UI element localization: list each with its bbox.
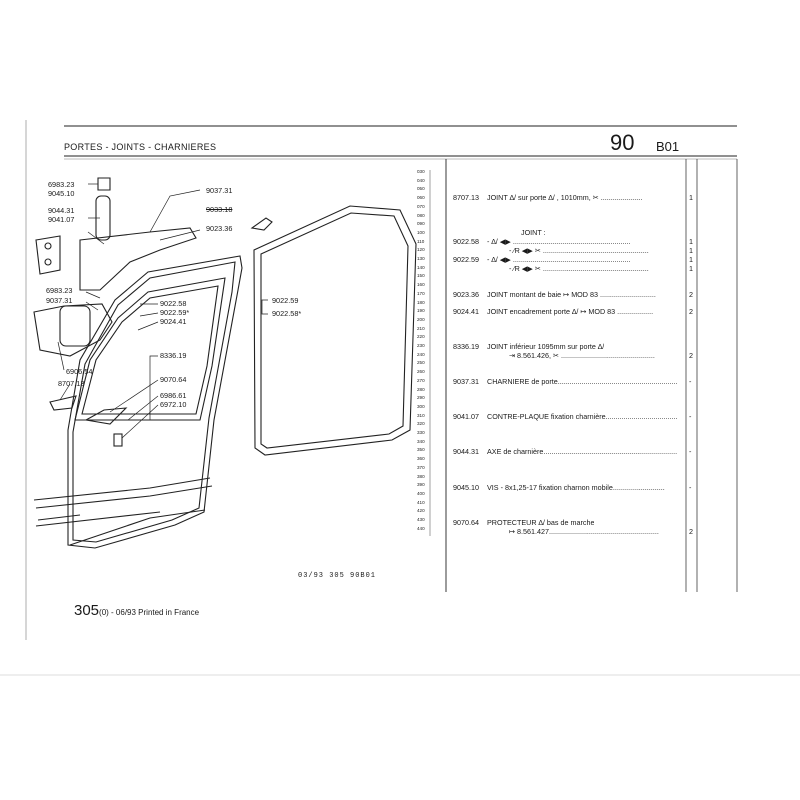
part-quantity: 1 — [689, 264, 693, 273]
callout-9070-64: 9070.64 — [160, 375, 187, 384]
ruler-mark: 040 — [417, 177, 425, 183]
part-description: - ⁄R ◀▶ ✂ ..................................................... — [509, 264, 649, 273]
part-quantity: 2 — [689, 307, 693, 316]
part-description: JOINT encadrement porte ∆/ ↦ MOD 83 .................. — [487, 307, 654, 316]
print-footer — [74, 602, 199, 619]
ruler-mark: 360 — [417, 456, 425, 462]
callout-r-9022-58s: 9022.58* — [272, 309, 302, 318]
callout-9022-59s: 9022.59* — [160, 308, 190, 317]
part-description: JOINT montant de baie ↦ MOD 83 ............................ — [487, 290, 656, 299]
part-quantity: 2 — [689, 290, 693, 299]
ruler-mark: 070 — [417, 203, 425, 209]
part-reference: 9022.59 — [453, 255, 479, 264]
part-description: - ⁄R ◀▶ ✂ ..................................................... — [509, 246, 649, 255]
callout-9044-31: 9044.31 — [48, 206, 75, 215]
ruler-mark: 050 — [417, 186, 425, 192]
part-description: JOINT : — [521, 228, 546, 237]
part-quantity: 1 — [689, 255, 693, 264]
ruler-mark: 220 — [417, 334, 425, 340]
ruler-mark: 200 — [417, 316, 425, 322]
ruler-mark: 180 — [417, 299, 425, 305]
ruler-mark: 190 — [417, 308, 425, 314]
ruler-mark: 330 — [417, 430, 425, 435]
page-number: 305 — [74, 602, 100, 619]
ruler-mark: 310 — [417, 412, 425, 418]
part-reference: 9024.41 — [453, 307, 479, 316]
ruler-mark: 270 — [417, 377, 425, 383]
ruler-mark: 250 — [417, 360, 425, 366]
part-description: ⇥ 8.561.426, ✂ ............................................... — [509, 351, 655, 360]
part-description: CHARNIERE de porte............................................................ — [487, 377, 678, 386]
ruler-mark: 380 — [417, 473, 425, 479]
callout-9037-31: 9037.31 — [206, 186, 233, 195]
callout-r-9022-59: 9022.59 — [272, 296, 299, 305]
ruler-mark: 170 — [417, 290, 425, 296]
ruler-mark: 300 — [417, 403, 425, 409]
callout-8336-19: 8336.19 — [160, 351, 187, 360]
ruler-mark: 240 — [417, 351, 425, 357]
ruler-mark: 110 — [417, 238, 425, 244]
ruler-mark: 290 — [417, 395, 425, 401]
callout-6986-61: 6986.61 — [160, 391, 187, 400]
ruler-mark: 440 — [417, 525, 425, 531]
part-description: JOINT inférieur 1095mm sur porte ∆/ — [487, 342, 605, 351]
ruler-mark: 160 — [417, 282, 425, 288]
ruler-mark: 430 — [417, 517, 425, 522]
ruler-mark: 320 — [417, 421, 425, 427]
part-reference: 9044.31 — [453, 447, 479, 456]
part-description: ↦ 8.561.427....................................................... — [509, 527, 659, 536]
part-description: CONTRE-PLAQUE fixation charnière.................................... — [487, 412, 678, 421]
ruler-mark: 400 — [417, 490, 425, 496]
section-code: B01 — [656, 139, 680, 154]
callout-9023-36: 9023.36 — [206, 224, 233, 233]
callout-9022-58: 9022.58 — [160, 299, 187, 308]
part-quantity: - — [689, 447, 692, 456]
ruler-mark: 060 — [417, 195, 425, 201]
callout-9041-07: 9041.07 — [48, 215, 75, 224]
ruler-mark: 420 — [417, 508, 425, 514]
ruler-mark: 100 — [417, 229, 425, 235]
ruler-mark: 230 — [417, 343, 425, 348]
part-quantity: 2 — [689, 351, 693, 360]
part-reference: 9070.64 — [453, 518, 479, 527]
part-quantity: - — [689, 412, 692, 421]
callout-9037-31-lower: 9037.31 — [46, 296, 73, 305]
part-reference: 8336.19 — [453, 342, 479, 351]
ruler-mark: 390 — [417, 482, 425, 488]
part-quantity: - — [689, 377, 692, 386]
ruler-mark: 210 — [417, 325, 425, 331]
ruler-mark: 080 — [417, 212, 425, 218]
section-number: 90 — [610, 130, 635, 155]
part-reference: 9022.58 — [453, 237, 479, 246]
part-quantity: 2 — [689, 527, 693, 536]
callout-9024-41: 9024.41 — [160, 317, 187, 326]
callout-9033-18: 9033.18 — [206, 205, 233, 214]
ruler-mark: 130 — [417, 256, 425, 261]
ruler-mark: 150 — [417, 273, 425, 279]
part-reference: 9023.36 — [453, 290, 479, 299]
callout-6972-10: 6972.10 — [160, 400, 187, 409]
part-reference: 8707.13 — [453, 193, 479, 202]
ruler-mark: 410 — [417, 499, 425, 505]
part-description: - ∆/ ◀▶ ........................................................... — [487, 237, 631, 246]
document-code: 03/93 305 90B01 — [298, 572, 377, 580]
part-reference: 9045.10 — [453, 483, 479, 492]
part-description: JOINT ∆/ sur porte ∆/ , 1010mm, ✂ ..................... — [487, 193, 643, 202]
ruler-mark: 370 — [417, 464, 425, 470]
part-quantity: 1 — [689, 237, 693, 246]
part-description: - ∆/ ◀▶ ........................................................... — [487, 255, 631, 264]
page-title: PORTES - JOINTS - CHARNIERES — [64, 142, 217, 152]
part-quantity: 1 — [689, 193, 693, 202]
part-description: PROTECTEUR ∆/ bas de marche — [487, 518, 595, 527]
ruler-mark: 140 — [417, 264, 425, 270]
callout-6983-23-lower: 6983.23 — [46, 286, 73, 295]
ruler-mark: 030 — [417, 169, 425, 174]
part-description: AXE de charnière................................................................... — [487, 447, 678, 456]
ruler-mark: 280 — [417, 386, 425, 392]
part-description: VIS - 8x1,25-17 fixation charnon mobile.......................... — [487, 483, 665, 492]
callout-9045-10: 9045.10 — [48, 189, 75, 198]
callout-6983-23: 6983.23 — [48, 180, 75, 189]
ruler-mark: 260 — [417, 369, 425, 375]
ruler-mark: 340 — [417, 438, 425, 444]
part-quantity: 1 — [689, 246, 693, 255]
part-reference: 9041.07 — [453, 412, 479, 421]
ruler-mark: 350 — [417, 447, 425, 453]
ruler-mark: 090 — [417, 221, 425, 227]
ruler-mark: 120 — [417, 247, 425, 253]
part-reference: 9037.31 — [453, 377, 479, 386]
part-quantity: - — [689, 483, 692, 492]
print-info: (0) - 06/93 Printed in France — [99, 608, 200, 617]
callout-6906-54: 6906.54 — [66, 367, 93, 376]
callout-8707-13: 8707.13 — [58, 379, 85, 388]
